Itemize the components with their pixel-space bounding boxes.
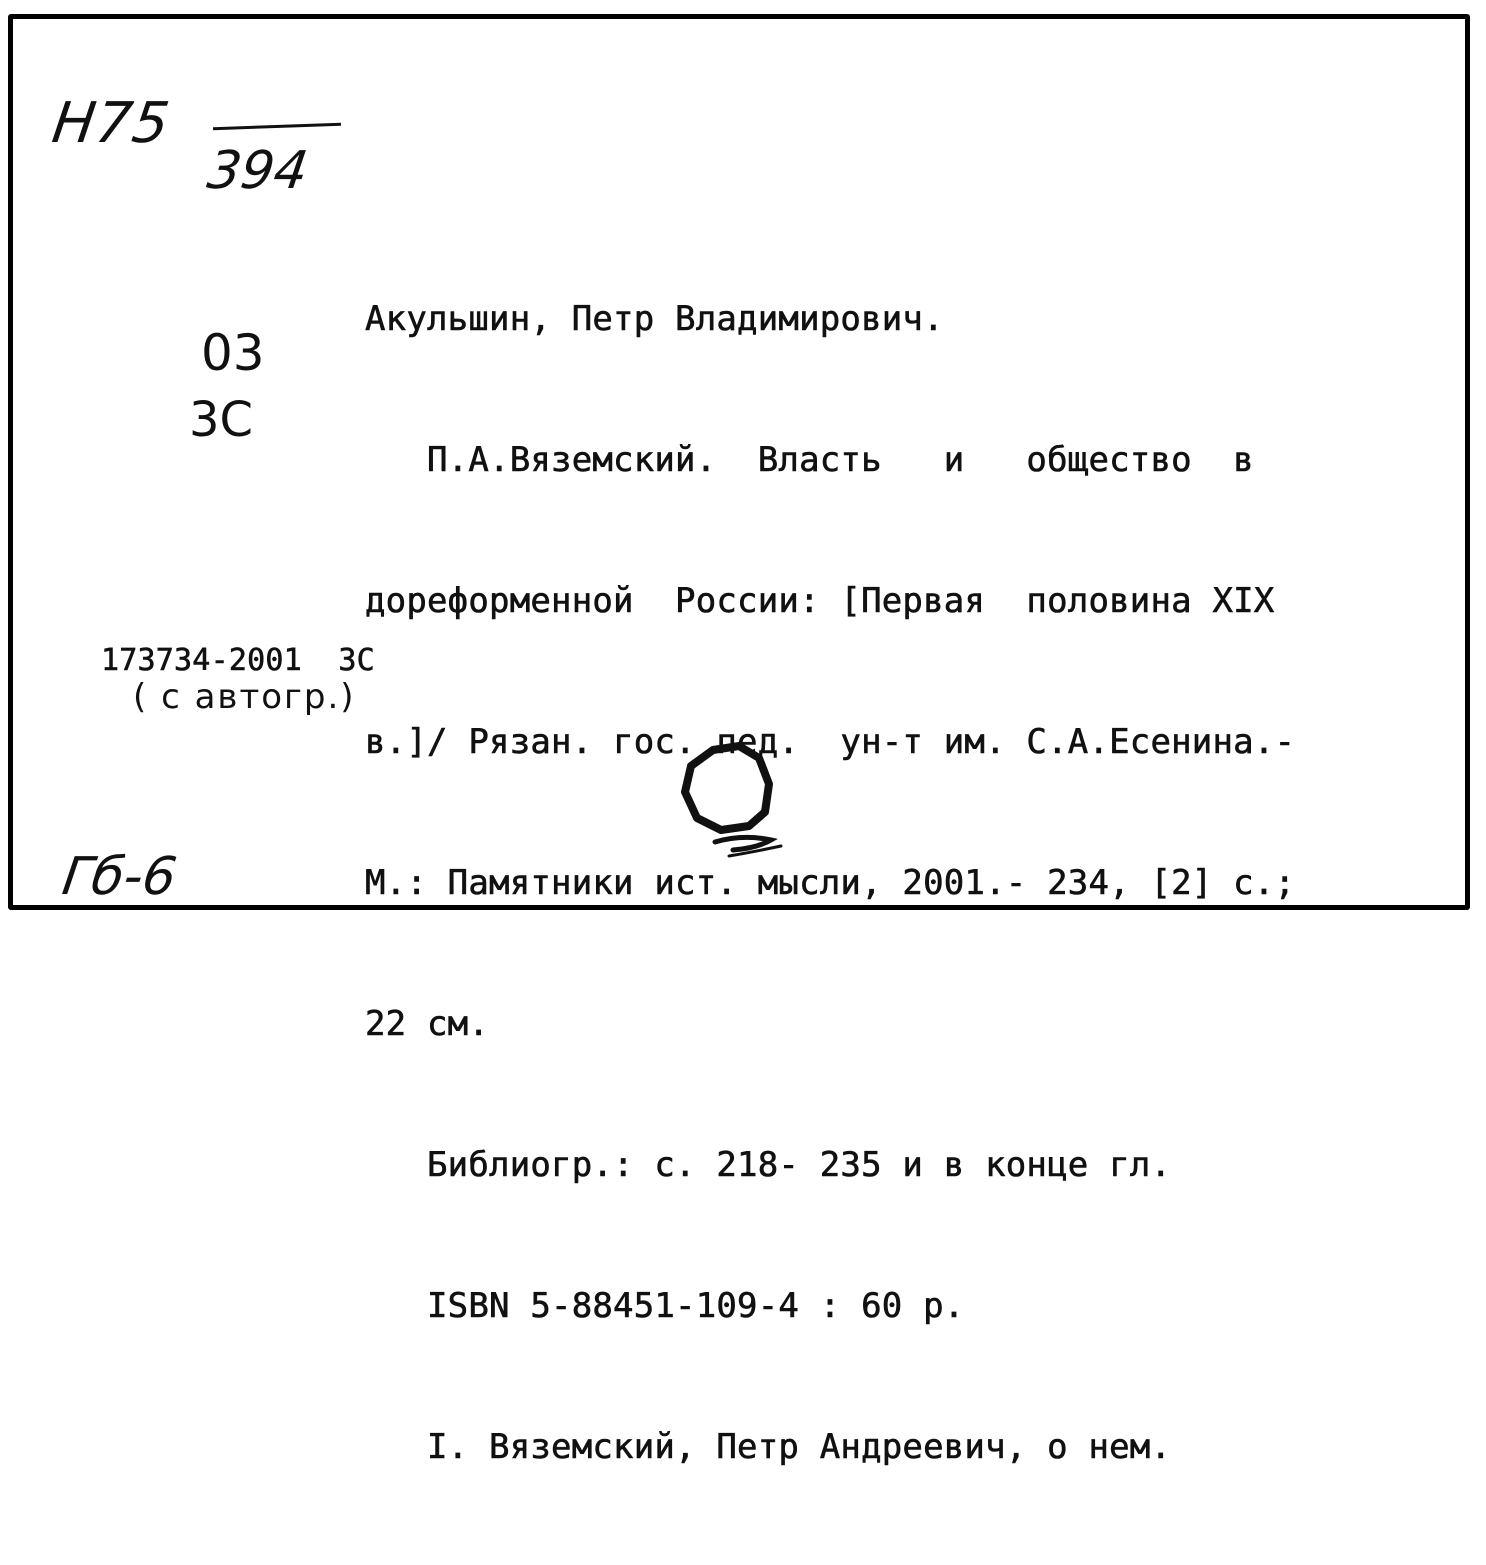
entry-line-title: П.А.Вяземский. Власть и общество в [365, 440, 1254, 480]
entry-line-bibliography: Библиогр.: с. 218- 235 и в конце гл. [365, 1145, 1172, 1185]
bibliographic-entry [365, 202, 1295, 1565]
shelf-mark-divider [213, 123, 341, 130]
entry-line-author: Акульшин, Петр Владимирович. [365, 299, 944, 339]
entry-line-size: 22 см. [365, 1004, 490, 1044]
bottom-mark: Гб-6 [58, 847, 181, 907]
entry-line-imprint: М.: Памятники ист. мысли, 2001.- 234, [2] с.; [365, 863, 1296, 903]
inventory-number: 173734-2001 3С [101, 643, 375, 678]
library-stamp-icon [653, 734, 803, 884]
entry-line-isbn: ISBN 5-88451-109-4 : 60 р. [365, 1286, 965, 1326]
section-code-3c: 3С [189, 392, 254, 448]
shelf-mark-bottom: 394 [203, 141, 312, 201]
autograph-note: ( с автогр.) [133, 677, 356, 717]
catalog-card [8, 14, 1470, 1467]
entry-line-publisher: в.]/ Рязан. гос. пед. ун-т им. С.А.Есенина.- [365, 722, 1296, 762]
entry-line-subject: I. Вяземский, Петр Андреевич, о нем. [365, 1427, 1172, 1467]
section-code-03: 03 [201, 324, 265, 382]
entry-line-title-cont: дореформенной России: [Первая половина XIX [365, 581, 1275, 621]
shelf-mark-top: Н75 [48, 91, 174, 156]
